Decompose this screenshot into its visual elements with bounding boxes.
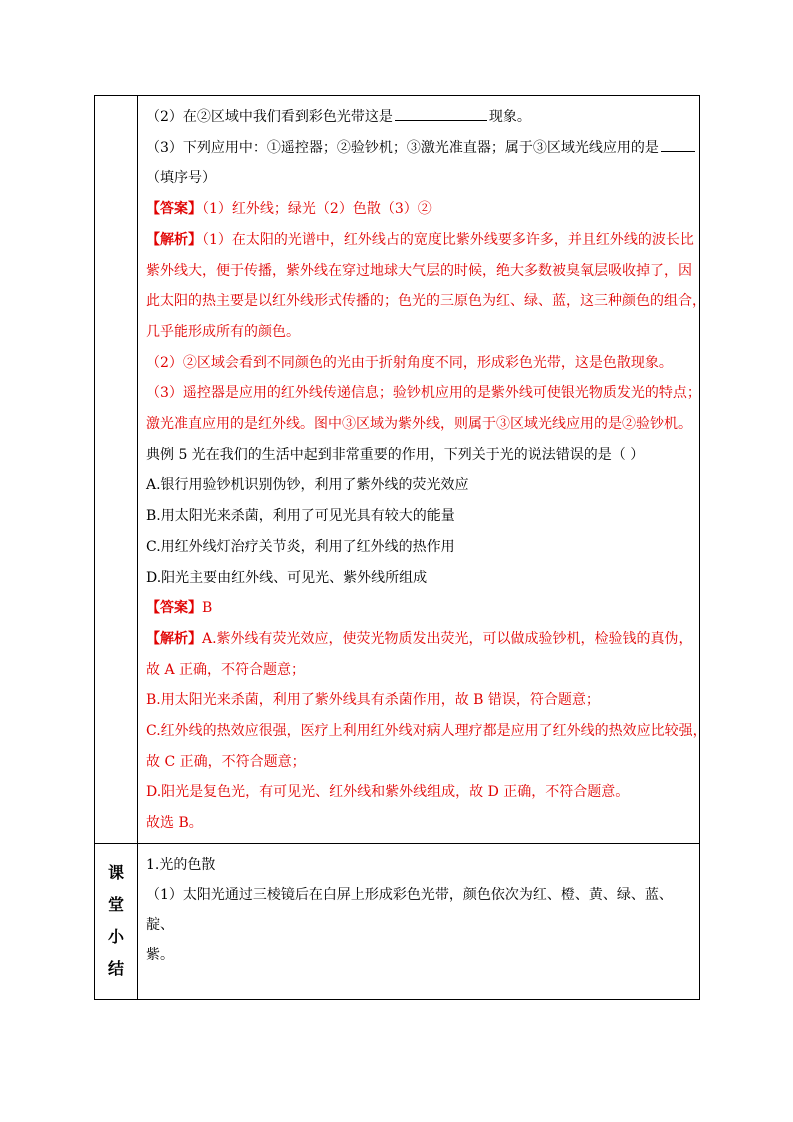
analysis-line: C.红外线的热效应很强，医疗上利用红外线对病人理疗都是应用了红外线的热效应比较强， bbox=[146, 723, 707, 740]
analysis-line: 故 C 正确，不符合题意； bbox=[146, 753, 306, 770]
summary-label-char: 结 bbox=[107, 959, 124, 979]
option-c: C.用红外线灯治疗关节炎，利用了红外线的热作用 bbox=[146, 538, 455, 555]
example-row bbox=[95, 96, 700, 844]
summary-text: 紫。 bbox=[146, 946, 174, 963]
analysis-line: 【解析】（1）在太阳的光谱中，红外线占的宽度比紫外线要多许多，并且红外线的波长比 bbox=[146, 231, 694, 248]
question-2: （2）在②区域中我们看到彩色光带这是 现象。 bbox=[146, 102, 692, 133]
analysis-line: 此太阳的热主要是以红外线形式传播的；色光的三原色为红、绿、蓝，这三种颜色的组合， bbox=[146, 293, 706, 310]
option-b: B.用太阳光来杀菌，利用了可见光具有较大的能量 bbox=[146, 508, 455, 525]
answer-line: 【答案】B bbox=[146, 600, 213, 617]
summary-label-char: 小 bbox=[107, 927, 124, 947]
summary-heading: 1.光的色散 bbox=[146, 856, 216, 873]
analysis-line: D.阳光是复色光，有可见光、红外线和紫外线组成，故 D 正确，不符合题意。 bbox=[146, 784, 630, 801]
question-3-suffix: （填序号） bbox=[146, 170, 216, 187]
answer-blank bbox=[661, 136, 695, 152]
example-5-question: 典例 5 光在我们的生活中起到非常重要的作用，下列关于光的说法错误的是（ ） bbox=[146, 446, 645, 463]
summary-text: （1）太阳光通过三棱镜后在白屏上形成彩色光带，颜色依次为红、橙、黄、绿、蓝、靛、 bbox=[146, 886, 673, 933]
answer-line: 【答案】（1）红外线；绿光（2）色散（3）② bbox=[146, 201, 432, 218]
example-content-cell bbox=[138, 96, 707, 844]
summary-label-char: 堂 bbox=[107, 895, 124, 915]
summary-label-char: 课 bbox=[107, 863, 124, 883]
analysis-line: 激光准直应用的是红外线。图中③区域为紫外线，则属于③区域光线应用的是②验钞机。 bbox=[146, 416, 692, 433]
summary-row bbox=[95, 843, 700, 999]
question-3: （3）下列应用中：①遥控器；②验钞机；③激光准直器；属于③区域光线应用的是 bbox=[146, 133, 692, 164]
analysis-line: 故选 B。 bbox=[146, 815, 203, 832]
analysis-line: 故 A 正确，不符合题意； bbox=[146, 661, 306, 678]
analysis-line: （3）遥控器是应用的红外线传递信息；验钞机应用的是紫外线可使银光物质发光的特点； bbox=[146, 385, 701, 402]
content-table bbox=[94, 95, 707, 1000]
analysis-line: 紫外线大，便于传播，紫外线在穿过地球大气层的时候，绝大多数被臭氧层吸收掉了，因 bbox=[146, 262, 692, 279]
analysis-line: B.用太阳光来杀菌，利用了紫外线具有杀菌作用，故 B 错误，符合题意； bbox=[146, 692, 600, 709]
example-label-cell bbox=[95, 96, 138, 844]
option-d: D.阳光主要由红外线、可见光、紫外线所组成 bbox=[146, 569, 428, 586]
summary-content-cell bbox=[138, 843, 700, 999]
analysis-line: 几乎能形成所有的颜色。 bbox=[146, 323, 300, 340]
answer-blank bbox=[395, 105, 487, 121]
analysis-line: 【解析】A.紫外线有荧光效应，使荧光物质发出荧光，可以做成验钞机，检验钱的真伪， bbox=[146, 630, 693, 647]
option-a: A.银行用验钞机识别伪钞，利用了紫外线的荧光效应 bbox=[146, 477, 469, 494]
summary-label-cell bbox=[95, 843, 138, 999]
analysis-line: （2）②区域会看到不同颜色的光由于折射角度不同，形成彩色光带，这是色散现象。 bbox=[146, 354, 673, 371]
